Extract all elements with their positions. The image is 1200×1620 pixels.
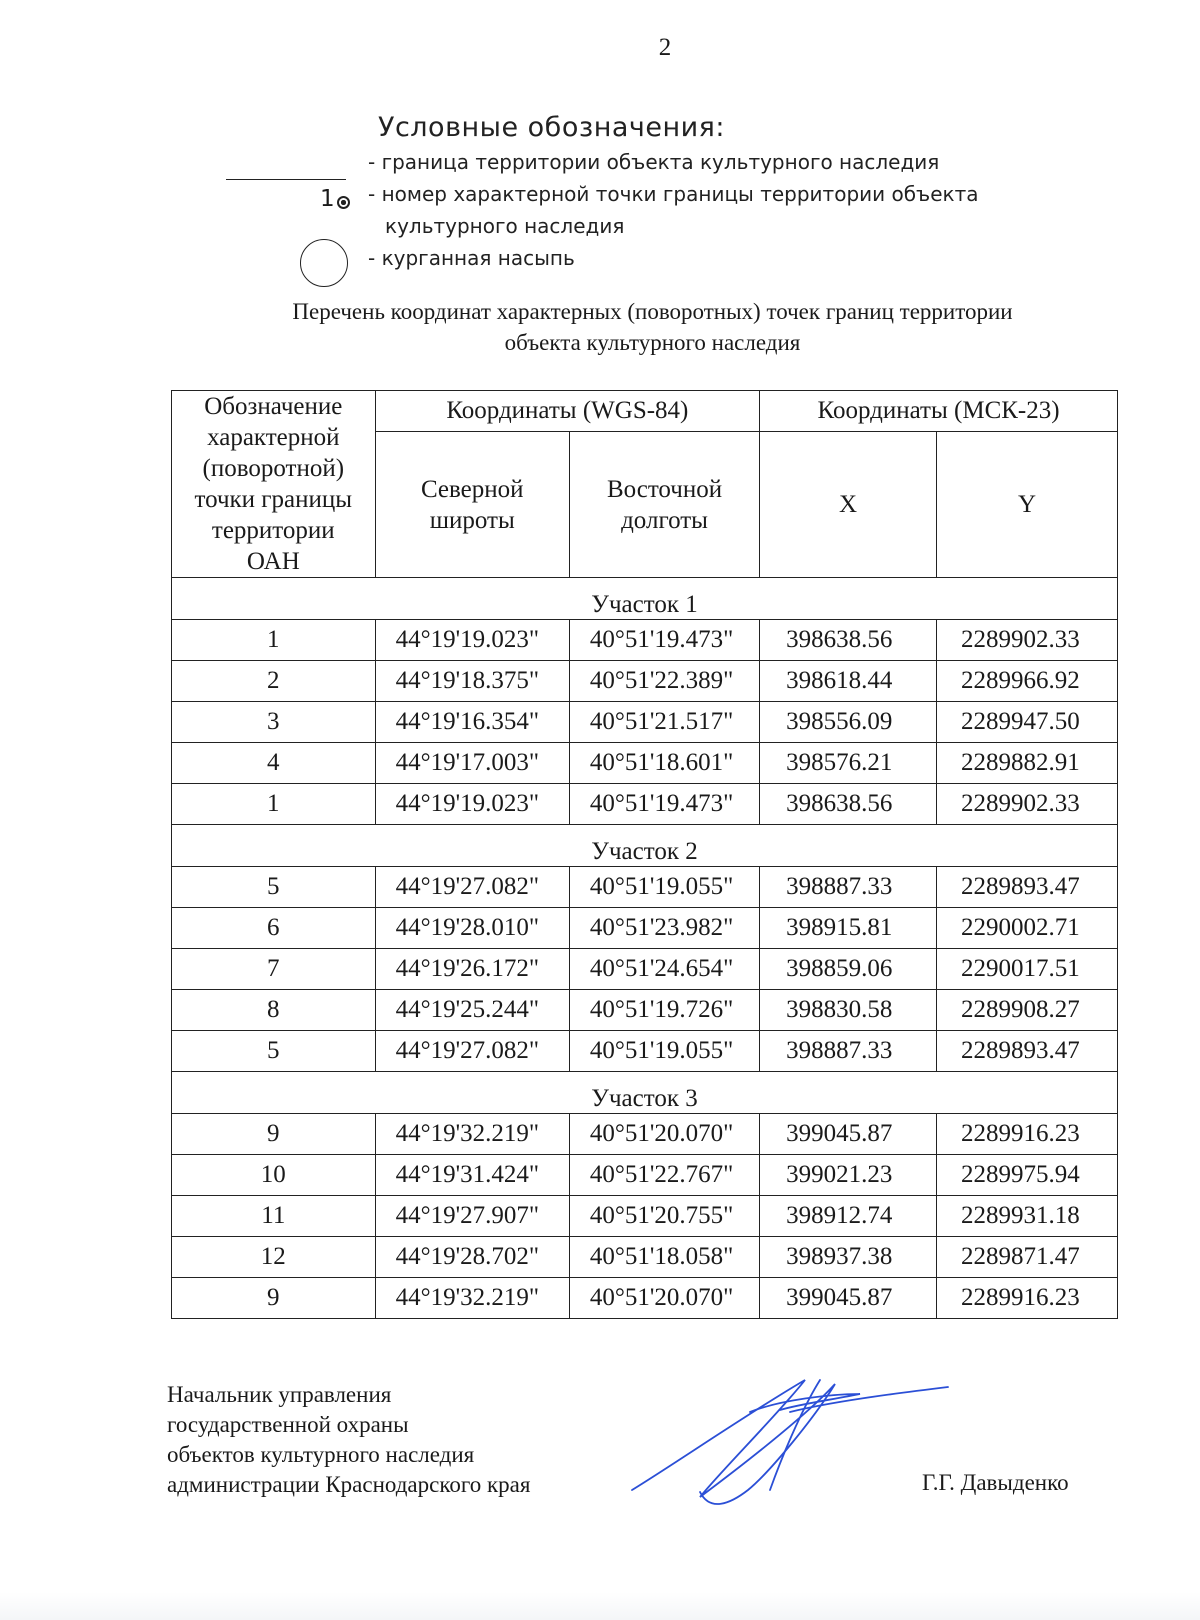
y-coordinate-cell: 2289893.47: [937, 867, 1118, 908]
signatory-name: Г.Г. Давыденко: [922, 1470, 1069, 1495]
coordinates-table: [171, 390, 1118, 1319]
y-coordinate-cell: 2289902.33: [937, 784, 1118, 825]
longitude-cell: 40°51'20.070": [569, 1114, 759, 1155]
x-coordinate-cell: 399045.87: [760, 1278, 937, 1319]
section-row: [172, 578, 1118, 620]
table-row: [172, 1114, 1118, 1155]
longitude-cell: 40°51'19.726": [569, 990, 759, 1031]
point-number-cell: 1: [172, 784, 376, 825]
table-row: [172, 908, 1118, 949]
latitude-cell: 44°19'16.354": [375, 702, 569, 743]
longitude-cell: 40°51'20.070": [569, 1278, 759, 1319]
longitude-cell: 40°51'19.473": [569, 784, 759, 825]
y-coordinate-cell: 2289902.33: [937, 620, 1118, 661]
point-marker-icon: [337, 196, 350, 209]
section-title: Участок 3: [172, 1072, 1118, 1114]
section-row: [172, 825, 1118, 867]
y-coordinate-cell: 2289882.91: [937, 743, 1118, 784]
y-coordinate-cell: 2289871.47: [937, 1237, 1118, 1278]
longitude-cell: 40°51'20.755": [569, 1196, 759, 1237]
longitude-cell: 40°51'21.517": [569, 702, 759, 743]
point-number-cell: 10: [172, 1155, 376, 1196]
point-number-cell: 1: [172, 620, 376, 661]
y-coordinate-cell: 2290017.51: [937, 949, 1118, 990]
x-coordinate-cell: 398887.33: [760, 867, 937, 908]
y-coordinate-cell: 2289893.47: [937, 1031, 1118, 1072]
header-north-latitude: Северной широты: [375, 432, 569, 578]
table-row: [172, 1196, 1118, 1237]
latitude-cell: 44°19'32.219": [375, 1114, 569, 1155]
point-number-cell: 9: [172, 1114, 376, 1155]
table-row: [172, 702, 1118, 743]
position-line: Начальник управления: [167, 1382, 392, 1407]
point-number-cell: 5: [172, 1031, 376, 1072]
header-y: Y: [937, 432, 1118, 578]
x-coordinate-cell: 398618.44: [760, 661, 937, 702]
x-coordinate-cell: 398638.56: [760, 784, 937, 825]
point-number-cell: 3: [172, 702, 376, 743]
table-row: [172, 1237, 1118, 1278]
scan-edge: [0, 1592, 1200, 1620]
position-line: объектов культурного наследия: [167, 1442, 475, 1467]
signatory-position: [167, 1380, 530, 1500]
position-line: администрации Краснодарского края: [167, 1472, 531, 1497]
y-coordinate-cell: 2289916.23: [937, 1278, 1118, 1319]
y-coordinate-cell: 2289947.50: [937, 702, 1118, 743]
longitude-cell: 40°51'22.767": [569, 1155, 759, 1196]
table-row: [172, 1278, 1118, 1319]
x-coordinate-cell: 398556.09: [760, 702, 937, 743]
y-coordinate-cell: 2289975.94: [937, 1155, 1118, 1196]
table-row: [172, 949, 1118, 990]
point-number-cell: 4: [172, 743, 376, 784]
latitude-cell: 44°19'17.003": [375, 743, 569, 784]
y-coordinate-cell: 2289908.27: [937, 990, 1118, 1031]
longitude-cell: 40°51'18.601": [569, 743, 759, 784]
latitude-cell: 44°19'26.172": [375, 949, 569, 990]
point-number-cell: 5: [172, 867, 376, 908]
section-title: Участок 2: [172, 825, 1118, 867]
point-number-cell: 8: [172, 990, 376, 1031]
x-coordinate-cell: 398915.81: [760, 908, 937, 949]
latitude-cell: 44°19'27.907": [375, 1196, 569, 1237]
point-number-cell: 2: [172, 661, 376, 702]
legend-item-point-cont: культурного наследия: [385, 214, 625, 238]
longitude-cell: 40°51'19.055": [569, 867, 759, 908]
latitude-cell: 44°19'28.010": [375, 908, 569, 949]
legend-item-boundary: - граница территории объекта культурного наследия: [368, 150, 940, 174]
point-number-cell: 11: [172, 1196, 376, 1237]
table-row: [172, 1031, 1118, 1072]
table-row: [172, 620, 1118, 661]
latitude-cell: 44°19'27.082": [375, 867, 569, 908]
longitude-cell: 40°51'18.058": [569, 1237, 759, 1278]
point-number-cell: 9: [172, 1278, 376, 1319]
list-title-line1: Перечень координат характерных (поворотных) точек границ территории: [292, 299, 1013, 324]
legend-item-point: - номер характерной точки границы территории объекта: [368, 182, 979, 206]
point-number-cell: 6: [172, 908, 376, 949]
header-wgs84: Координаты (WGS-84): [375, 391, 760, 432]
table-row: [172, 867, 1118, 908]
table-row: [172, 990, 1118, 1031]
header-x: X: [760, 432, 937, 578]
section-title: Участок 1: [172, 578, 1118, 620]
point-number-cell: 7: [172, 949, 376, 990]
header-east-longitude: Восточной долготы: [569, 432, 759, 578]
longitude-cell: 40°51'19.473": [569, 620, 759, 661]
latitude-cell: 44°19'28.702": [375, 1237, 569, 1278]
y-coordinate-cell: 2290002.71: [937, 908, 1118, 949]
y-coordinate-cell: 2289931.18: [937, 1196, 1118, 1237]
mound-circle-icon: [300, 239, 348, 287]
x-coordinate-cell: 398937.38: [760, 1237, 937, 1278]
page-number: 2: [658, 34, 672, 61]
x-coordinate-cell: 399045.87: [760, 1114, 937, 1155]
position-line: государственной охраны: [167, 1412, 409, 1437]
legend-item-mound: - курганная насыпь: [368, 246, 575, 270]
point-symbol-label: 1: [320, 186, 335, 212]
x-coordinate-cell: 398859.06: [760, 949, 937, 990]
latitude-cell: 44°19'19.023": [375, 620, 569, 661]
longitude-cell: 40°51'24.654": [569, 949, 759, 990]
longitude-cell: 40°51'22.389": [569, 661, 759, 702]
latitude-cell: 44°19'27.082": [375, 1031, 569, 1072]
x-coordinate-cell: 398638.56: [760, 620, 937, 661]
latitude-cell: 44°19'18.375": [375, 661, 569, 702]
point-number-cell: 12: [172, 1237, 376, 1278]
table-row: [172, 784, 1118, 825]
x-coordinate-cell: 399021.23: [760, 1155, 937, 1196]
latitude-cell: 44°19'19.023": [375, 784, 569, 825]
table-header-row: [172, 391, 1118, 432]
longitude-cell: 40°51'19.055": [569, 1031, 759, 1072]
x-coordinate-cell: 398887.33: [760, 1031, 937, 1072]
section-row: [172, 1072, 1118, 1114]
y-coordinate-cell: 2289916.23: [937, 1114, 1118, 1155]
coordinates-list-title: [0, 296, 1200, 358]
y-coordinate-cell: 2289966.92: [937, 661, 1118, 702]
legend-title: Условные обозначения:: [378, 112, 725, 143]
latitude-cell: 44°19'31.424": [375, 1155, 569, 1196]
x-coordinate-cell: 398912.74: [760, 1196, 937, 1237]
longitude-cell: 40°51'23.982": [569, 908, 759, 949]
x-coordinate-cell: 398830.58: [760, 990, 937, 1031]
table-row: [172, 743, 1118, 784]
boundary-line-symbol: [226, 179, 346, 180]
header-msk23: Координаты (МСК-23): [760, 391, 1118, 432]
header-point-designation: Обозначение характерной (поворотной) точки границы территории ОАН: [172, 391, 376, 578]
list-title-line2: объекта культурного наследия: [504, 330, 801, 355]
latitude-cell: 44°19'32.219": [375, 1278, 569, 1319]
handwritten-signature: [630, 1372, 950, 1522]
x-coordinate-cell: 398576.21: [760, 743, 937, 784]
latitude-cell: 44°19'25.244": [375, 990, 569, 1031]
table-row: [172, 1155, 1118, 1196]
table-row: [172, 661, 1118, 702]
